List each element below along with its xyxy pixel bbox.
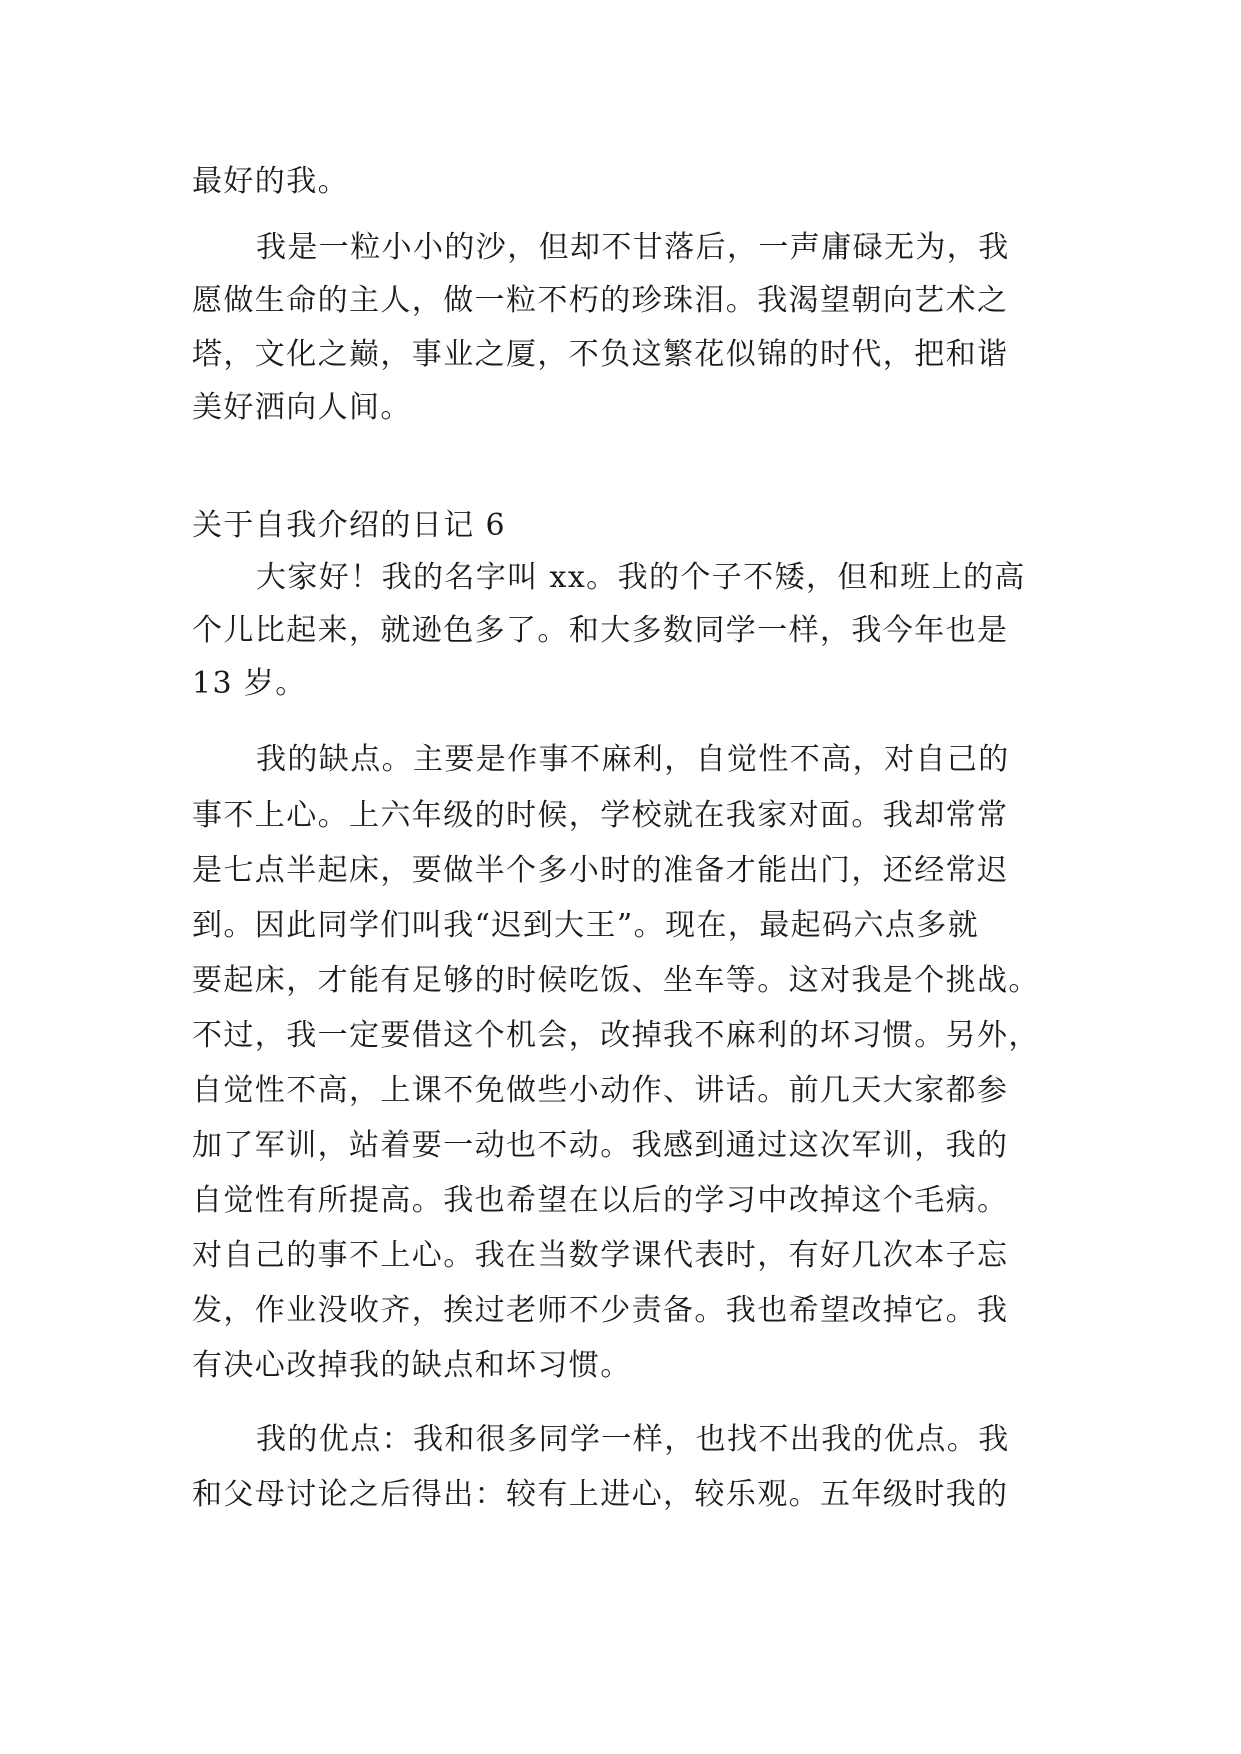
- text-line: 大家好！我的名字叫 xx。我的个子不矮，但和班上的高: [256, 560, 1026, 595]
- text-line: 有决心改掉我的缺点和坏习惯。: [192, 1348, 632, 1383]
- text-line: 美好洒向人间。: [192, 390, 412, 425]
- text-line: 要起床，才能有足够的时候吃饭、坐车等。这对我是个挑战。: [192, 963, 1040, 998]
- text-line: 我是一粒小小的沙，但却不甘落后，一声庸碌无为，我: [256, 230, 1010, 265]
- text-line: 发，作业没收齐，挨过老师不少责备。我也希望改掉它。我: [192, 1293, 1009, 1328]
- text-line: 我的缺点。主要是作事不麻利，自觉性不高，对自己的: [256, 742, 1010, 777]
- section-heading: 关于自我介绍的日记 6: [192, 508, 507, 543]
- text-line: 愿做生命的主人，做一粒不朽的珍珠泪。我渴望朝向艺术之: [192, 283, 1009, 318]
- text-line: 自觉性不高，上课不免做些小动作、讲话。前几天大家都参: [192, 1073, 1009, 1108]
- text-line: 加了军训，站着要一动也不动。我感到通过这次军训，我的: [192, 1128, 1009, 1163]
- text-line: 13 岁。: [192, 666, 307, 701]
- text-line: 不过，我一定要借这个机会，改掉我不麻利的坏习惯。另外，: [192, 1018, 1040, 1053]
- text-line: 事不上心。上六年级的时候，学校就在我家对面。我却常常: [192, 798, 1009, 833]
- text-line: 个儿比起来，就逊色多了。和大多数同学一样，我今年也是: [192, 613, 1009, 648]
- text-line: 我的优点：我和很多同学一样，也找不出我的优点。我: [256, 1422, 1010, 1457]
- text-line: 对自己的事不上心。我在当数学课代表时，有好几次本子忘: [192, 1238, 1009, 1273]
- text-line: 和父母讨论之后得出：较有上进心，较乐观。五年级时我的: [192, 1477, 1009, 1512]
- text-line: 自觉性有所提高。我也希望在以后的学习中改掉这个毛病。: [192, 1183, 1009, 1218]
- text-line: 到。因此同学们叫我“迟到大王”。现在，最起码六点多就: [192, 908, 980, 943]
- text-line: 是七点半起床，要做半个多小时的准备才能出门，还经常迟: [192, 853, 1009, 888]
- text-line: 最好的我。: [192, 164, 349, 199]
- text-line: 塔，文化之巅，事业之厦，不负这繁花似锦的时代，把和谐: [192, 337, 1009, 372]
